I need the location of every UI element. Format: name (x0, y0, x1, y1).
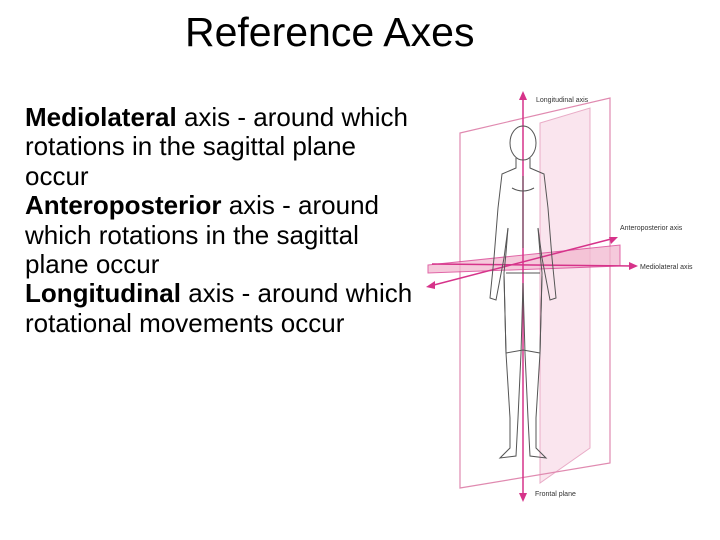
bullet-term: Anteroposterior (25, 190, 222, 221)
frontal-plane-label: Frontal plane (535, 491, 576, 498)
longitudinal-axis-label: Longitudinal axis (536, 97, 589, 104)
longitudinal-arrow-up (519, 91, 527, 100)
mediolateral-axis-label: Mediolateral axis (640, 264, 693, 271)
reference-axes-diagram (420, 88, 720, 510)
transverse-plane (428, 245, 620, 273)
mediolateral-arrow (629, 262, 638, 270)
bullet-longitudinal (25, 279, 420, 338)
bullet-mediolateral (25, 103, 420, 191)
slide-title: Reference Axes (185, 9, 475, 55)
bullet-list (25, 103, 420, 338)
bullet-term: Mediolateral (25, 102, 177, 132)
anatomy-figure (420, 88, 720, 510)
bullet-term: Longitudinal (25, 278, 181, 309)
longitudinal-arrow-down (519, 493, 527, 502)
bullet-text: axis - around which rotational movements occur (25, 278, 413, 338)
bullet-text: axis - around which rotations in the sagittal plane occur (25, 102, 408, 191)
sagittal-plane (540, 108, 590, 483)
bullet-text: axis - around which rotations in the sagittal plane occur (25, 190, 379, 280)
anteroposterior-axis-label: Anteroposterior axis (620, 225, 683, 232)
bullet-anteroposterior (25, 191, 420, 279)
anteroposterior-arrow-back (426, 281, 435, 289)
